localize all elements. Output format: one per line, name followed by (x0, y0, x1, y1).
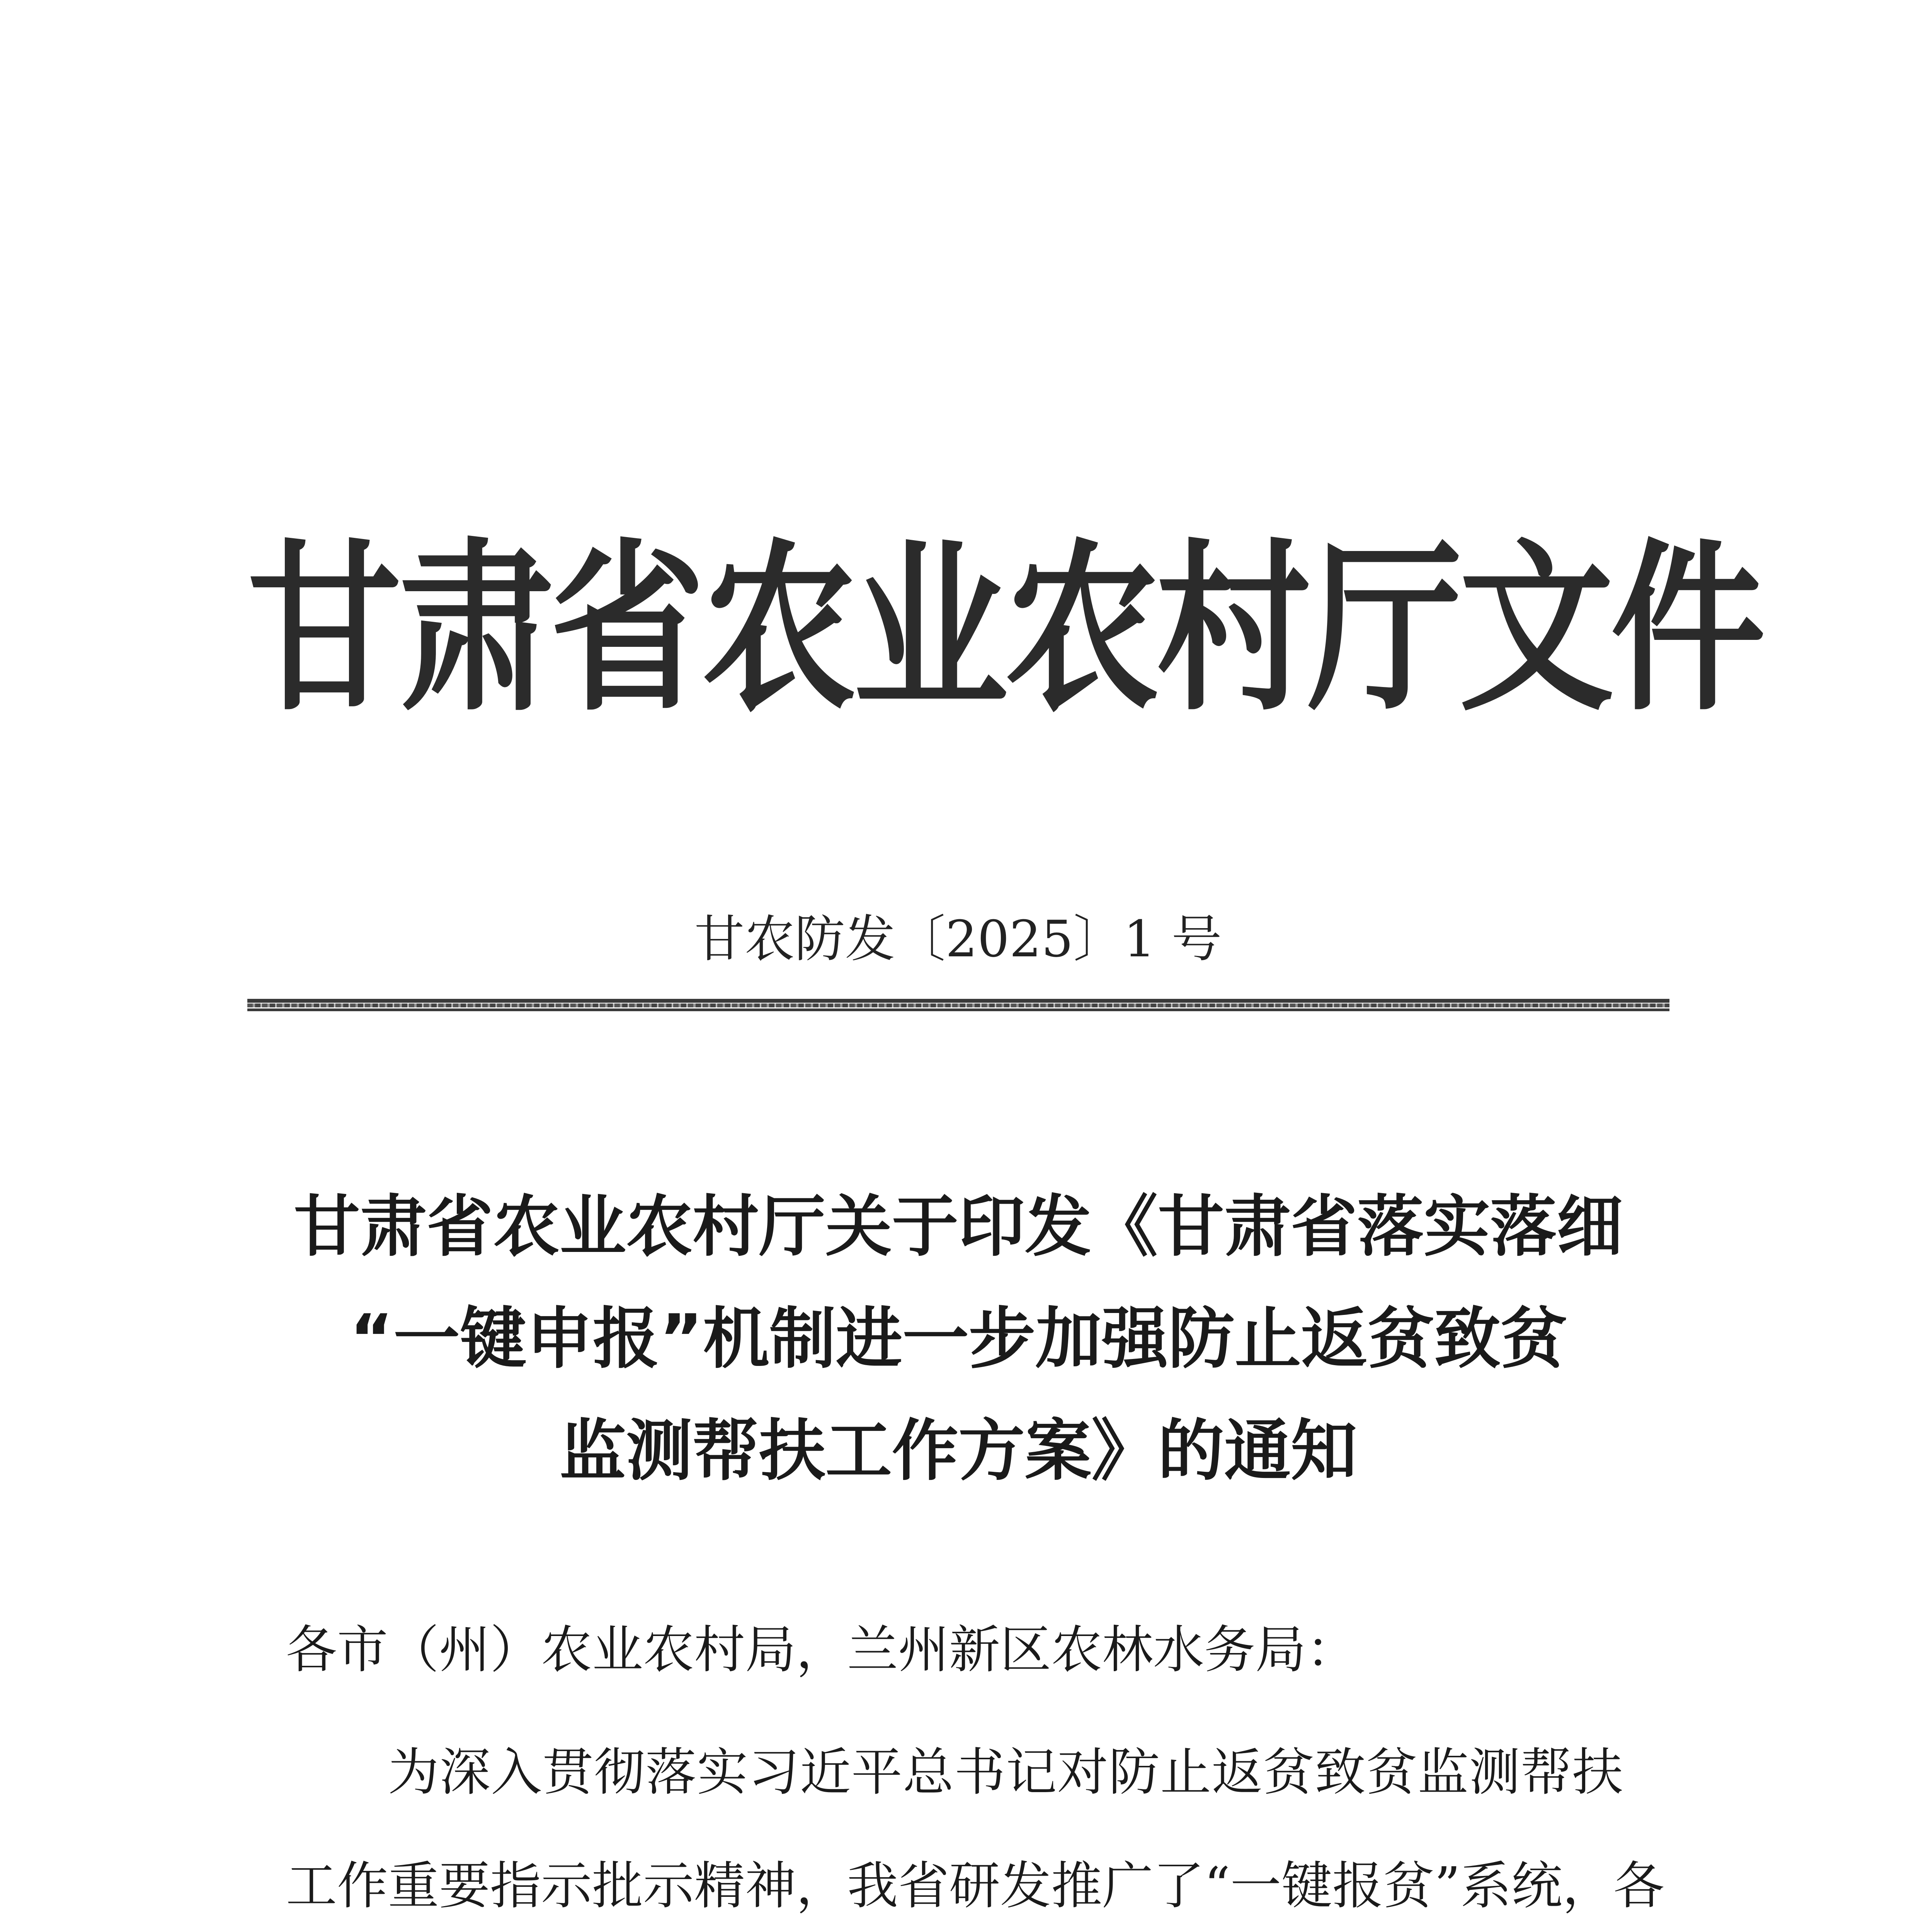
notice-title-line: 甘肃省农业农村厅关于印发《甘肃省落实落细 (294, 1188, 1623, 1265)
body-line: 工作重要指示批示精神，我省研发推广了“一键报贫”系统，各 (286, 1856, 1664, 1916)
document-number: 甘农防发〔2025〕1 号 (694, 910, 1222, 968)
body-line: 为深入贯彻落实习近平总书记对防止返贫致贫监测帮扶 (388, 1743, 1623, 1802)
issuer-title: 甘肃省农业农村厅文件 (247, 524, 1762, 736)
divider-line-middle (247, 1003, 1669, 1007)
notice-title-line: 监测帮扶工作方案》的通知 (560, 1412, 1357, 1490)
salutation: 各市（州）农业农村局，兰州新区农林水务局： (286, 1620, 1357, 1680)
notice-title-line: “一键申报”机制进一步加强防止返贫致贫 (349, 1300, 1567, 1378)
notice-title (247, 1171, 1669, 1507)
divider-line-top (247, 999, 1669, 1003)
body-paragraph (286, 1716, 1664, 1932)
divider-line-bottom (247, 1009, 1669, 1011)
header-divider (247, 999, 1669, 1012)
